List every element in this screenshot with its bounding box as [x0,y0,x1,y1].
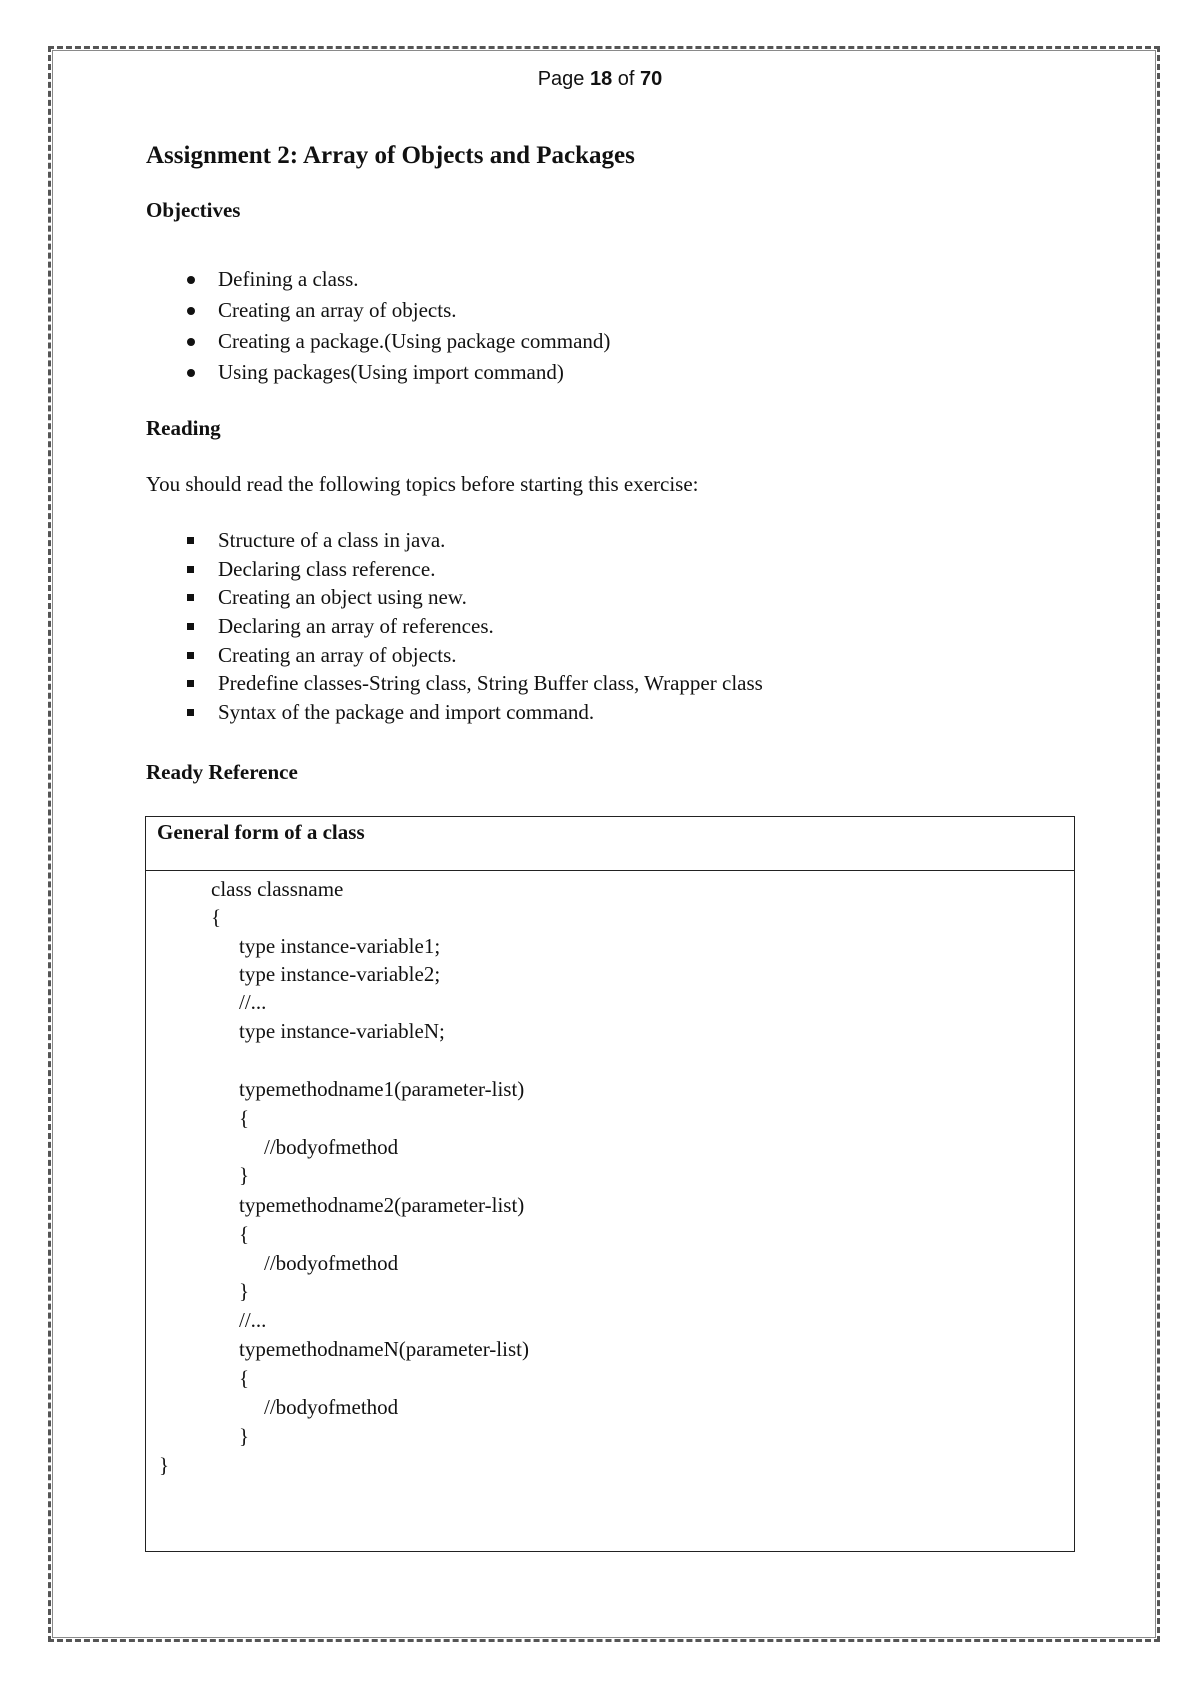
code-line: } [239,1163,250,1187]
bullet-icon [187,652,194,659]
reading-item: Structure of a class in java. [218,526,763,555]
bullet-icon [187,338,195,346]
code-line: typemethodname1(parameter-list) [239,1077,525,1101]
code-line: } [239,1424,250,1448]
code-line: type instance-variable2; [239,962,441,986]
objective-item: Creating an array of objects. [218,295,610,326]
reading-item: Creating an object using new. [218,583,763,612]
objective-item: Defining a class. [218,264,610,295]
page-number: Page 18 of 70 [537,68,663,90]
code-line: type instance-variableN; [239,1019,445,1043]
code-line: } [239,1279,250,1303]
bullet-icon [187,680,194,687]
bullet-icon [187,276,195,284]
bullet-icon [187,537,194,544]
reading-intro: You should read the following topics before starting this exercise: [146,472,699,496]
reading-item: Syntax of the package and import command. [218,698,763,727]
reading-item: Declaring class reference. [218,555,763,584]
bullet-icon [187,369,195,377]
bullet-icon [187,594,194,601]
reading-item: Predefine classes-String class, String Buffer class, Wrapper class [218,669,763,698]
reading-heading: Reading [146,416,221,440]
code-line: //... [239,990,267,1014]
code-line: //... [239,1308,267,1332]
objective-item: Creating a package.(Using package command) [218,326,610,357]
code-line: type instance-variable1; [239,934,441,958]
objectives-heading: Objectives [146,198,241,222]
page-title: Assignment 2: Array of Objects and Packages [146,142,635,169]
code-line: //bodyofmethod [264,1395,399,1419]
bullet-icon [187,709,194,716]
bullet-icon [187,623,194,630]
code-line: //bodyofmethod [264,1135,399,1159]
reference-box-title: General form of a class [146,817,1074,871]
bullet-icon [187,566,194,573]
bullet-icon [187,307,195,315]
code-line: { [239,1222,250,1246]
code-line: //bodyofmethod [264,1251,399,1275]
objectives-list [218,264,610,388]
reading-item: Declaring an array of references. [218,612,763,641]
reference-box [145,816,1075,1552]
code-line: { [239,1106,250,1130]
code-line: { [239,1366,250,1390]
code-line: class classname [211,877,344,901]
code-line: typemethodname2(parameter-list) [239,1193,525,1217]
reading-list [218,526,763,727]
ready-reference-heading: Ready Reference [146,760,298,784]
code-line: typemethodnameN(parameter-list) [239,1337,529,1361]
objective-item: Using packages(Using import command) [218,357,610,388]
reading-item: Creating an array of objects. [218,641,763,670]
code-line: { [211,905,222,929]
code-line: } [159,1453,170,1477]
